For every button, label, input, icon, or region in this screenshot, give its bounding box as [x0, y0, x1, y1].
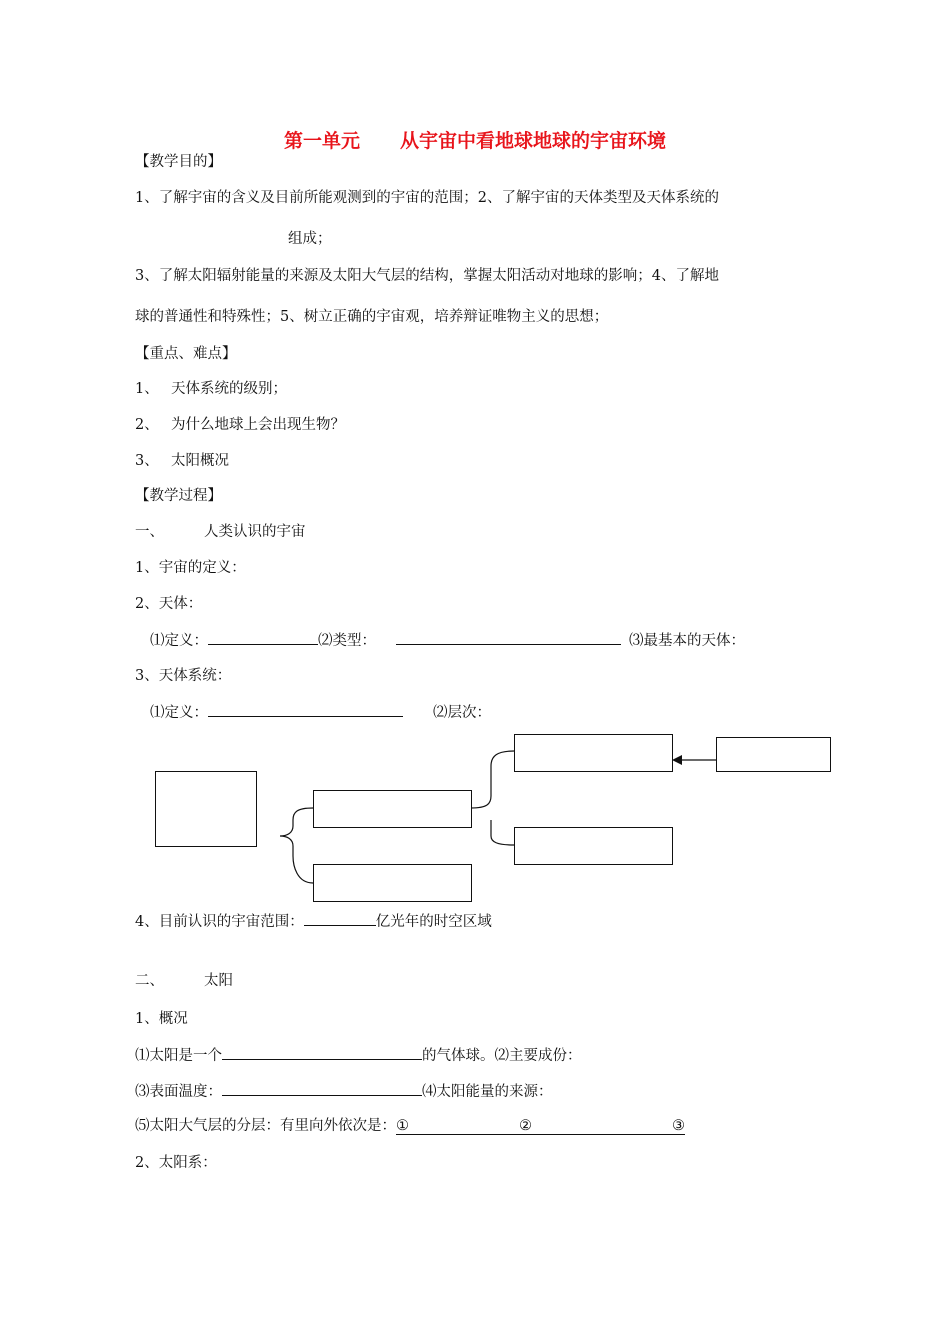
keypoints-heading: 【重点、难点】: [135, 346, 237, 362]
s1-a-blank[interactable]: [222, 1045, 422, 1060]
goals-line1-cont: 组成；: [288, 231, 332, 247]
connector-galaxy-solar: [471, 751, 514, 808]
q3-level-label: ⑵层次：: [433, 705, 491, 721]
q4-range-blank[interactable]: [304, 911, 376, 926]
keypoint-text: 为什么地球上会出现生物？: [171, 417, 345, 433]
q4-suffix: 亿光年的时空区域: [375, 914, 492, 930]
solar-layers-blank[interactable]: [396, 1116, 685, 1135]
goals-line2-cont: 球的普通性和特殊性；5、树立正确的宇宙观，培养辩证唯物主义的思想；: [135, 309, 609, 325]
q4-prefix: 4、目前认识的宇宙范围：: [135, 914, 304, 930]
s2-solar-system: 2、太阳系：: [135, 1155, 217, 1171]
keypoint-num: 3、: [135, 453, 159, 469]
s1-a-label: ⑴太阳是一个: [135, 1048, 222, 1064]
arrow-head-earth-moon: [672, 755, 682, 765]
s1-a-suffix: 的气体球。⑵主要成份：: [422, 1048, 582, 1064]
s1-c-blank[interactable]: [222, 1081, 422, 1096]
layer-mark: ①: [396, 1118, 409, 1134]
q3-celestial-system: 3、天体系统：: [135, 668, 232, 684]
keypoint-text: 天体系统的级别；: [171, 381, 287, 397]
keypoint-text: 太阳概况: [171, 453, 229, 469]
goals-heading: 【教学目的】: [135, 154, 222, 170]
s1-a-row: [135, 1045, 582, 1066]
q2-celestial-body: 2、天体：: [135, 596, 203, 612]
q2-definition-label: ⑴定义：: [150, 633, 208, 649]
q1-universe-definition: 1、宇宙的定义：: [135, 560, 246, 576]
layer-mark: ③: [672, 1118, 685, 1134]
q3-definition-label: ⑴定义：: [150, 705, 208, 721]
layer-mark: ②: [519, 1118, 532, 1134]
section1-title: 人类认识的宇宙: [204, 524, 306, 540]
q2-basic-label: ⑶最基本的天体：: [629, 633, 745, 649]
s1-e-row: [135, 1116, 685, 1136]
title-unit: 第一单元: [283, 130, 360, 152]
title-topic: 从宇宙中看地球地球的宇宙环境: [400, 130, 667, 152]
s1-c-suffix: ⑷太阳能量的来源：: [422, 1084, 553, 1100]
keypoint-num: 2、: [135, 417, 159, 433]
s1-e-label: ⑸太阳大气层的分层：有里向外依次是：: [135, 1118, 396, 1134]
section2-num: 二、: [135, 973, 164, 989]
s1-c-row: [135, 1081, 553, 1102]
process-heading: 【教学过程】: [135, 488, 222, 504]
q2-type-label: ⑵类型：: [318, 633, 376, 649]
keypoint-num: 1、: [135, 381, 159, 397]
brace-universe: [280, 808, 313, 883]
s1-c-label: ⑶表面温度：: [135, 1084, 222, 1100]
connector-galaxy-stars: [491, 820, 514, 845]
goals-line1: 1、了解宇宙的含义及目前所能观测到的宇宙的范围；2、了解宇宙的天体类型及天体系统的: [135, 190, 719, 206]
q4-range-row: [135, 911, 492, 932]
section1-num: 一、: [135, 524, 164, 540]
goals-line2: 3、了解太阳辐射能量的来源及太阳大气层的结构，掌握太阳活动对地球的影响；4、了解地: [135, 268, 719, 284]
section2-title: 太阳: [204, 973, 233, 989]
s1-overview: 1、概况: [135, 1011, 188, 1027]
